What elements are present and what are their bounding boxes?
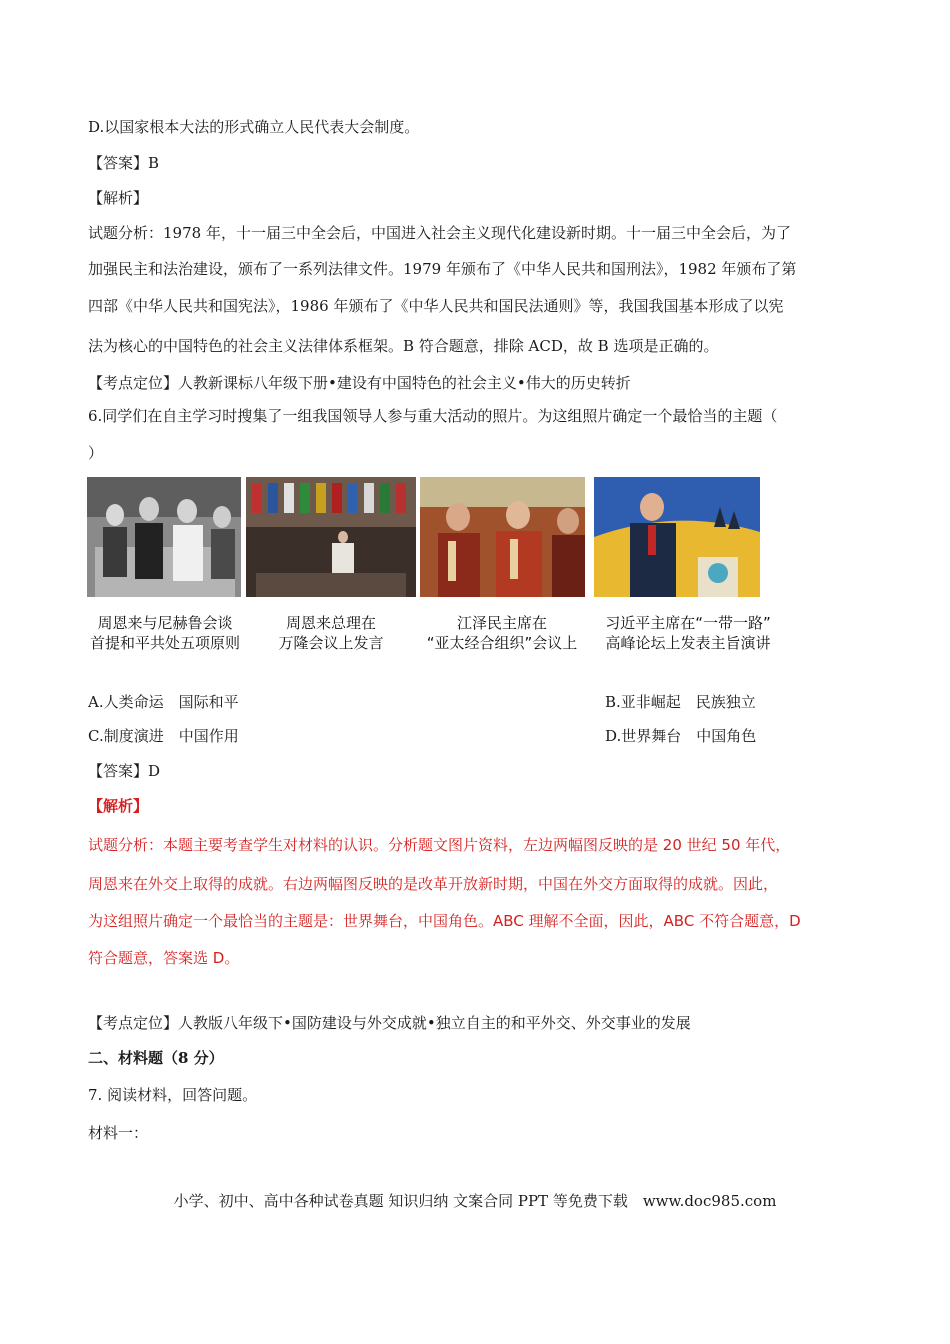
photo-caption: 周恩来与尼赫鲁会谈 xyxy=(97,614,233,632)
photo-belt-road-forum xyxy=(594,477,760,597)
q5-analysis-line: 法为核心的中国特色的社会主义法律体系框架。B 符合题意，排除 ACD，故 B 选项是正确的。 xyxy=(88,337,719,355)
q5-analysis-line: 加强民主和法治建设，颁布了一系列法律文件。1979 年颁布了《中华人民共和国刑法》，1982 年颁布了第 xyxy=(88,260,797,278)
q6-analysis-line: 试题分析：本题主要考查学生对材料的认识。分析题文图片资料，左边两幅图反映的是 20 世纪 50 年代， xyxy=(88,836,791,854)
q6-option-d: D.世界舞台 中国角色 xyxy=(605,727,757,745)
photo-caption: 万隆会议上发言 xyxy=(278,634,384,652)
q6-analysis-head: 【解析】 xyxy=(88,797,149,815)
q6-answer: 【答案】D xyxy=(88,762,161,780)
photo-caption: 首提和平共处五项原则 xyxy=(89,634,240,652)
photo-zhou-nehru xyxy=(87,477,241,597)
material-label: 材料一： xyxy=(88,1124,149,1142)
photo-caption: 周恩来总理在 xyxy=(285,614,376,632)
q6-option-b: B.亚非崛起 民族独立 xyxy=(605,693,756,711)
page-footer: 小学、初中、高中各种试卷真题 知识归纳 文案合同 PPT 等免费下载 www.doc985.com xyxy=(173,1192,777,1210)
q6-analysis-line: 为这组照片确定一个最恰当的主题是：世界舞台，中国角色。ABC 理解不全面，因此，ABC 不符合题意，D xyxy=(88,912,801,930)
q5-kaodian: 【考点定位】人教新课标八年级下册•建设有中国特色的社会主义•伟大的历史转折 xyxy=(88,374,631,392)
q6-analysis-line: 符合题意，答案选 D。 xyxy=(88,949,240,967)
photo-caption: 习近平主席在“一带一路” xyxy=(605,614,771,632)
q5-option-d: D.以国家根本大法的形式确立人民代表大会制度。 xyxy=(88,118,420,136)
q6-stem: 6.同学们在自主学习时搜集了一组我国领导人参与重大活动的照片。为这组照片确定一个最恰当的主题（ xyxy=(88,407,778,425)
q5-analysis-line: 四部《中华人民共和国宪法》，1986 年颁布了《中华人民共和国民法通则》等，我国我国基本形成了以宪 xyxy=(88,297,784,315)
photo-bandung-conference xyxy=(246,477,416,597)
q6-option-a: A.人类命运 国际和平 xyxy=(88,693,239,711)
q6-option-c: C.制度演进 中国作用 xyxy=(88,727,239,745)
q5-answer: 【答案】B xyxy=(88,154,160,172)
photo-caption: 高峰论坛上发表主旨演讲 xyxy=(605,634,771,652)
photo-caption: “亚太经合组织”会议上 xyxy=(426,634,578,652)
q6-kaodian: 【考点定位】人教版八年级下•国防建设与外交成就•独立自主的和平外交、外交事业的发展 xyxy=(88,1014,691,1032)
q5-analysis-line: 试题分析：1978 年，十一届三中全会后，中国进入社会主义现代化建设新时期。十一届三中全会后，为了 xyxy=(88,224,791,242)
photo-apec-meeting xyxy=(420,477,585,597)
q5-analysis-head: 【解析】 xyxy=(88,189,149,207)
q6-analysis-line: 周恩来在外交上取得的成就。右边两幅图反映的是改革开放新时期，中国在外交方面取得的成就。因此， xyxy=(88,875,779,893)
q6-stem-close: ） xyxy=(88,444,104,462)
photo-caption: 江泽民主席在 xyxy=(456,614,547,632)
q7-stem: 7. 阅读材料，回答问题。 xyxy=(88,1086,258,1104)
section-title: 二、材料题（8 分） xyxy=(88,1049,224,1067)
